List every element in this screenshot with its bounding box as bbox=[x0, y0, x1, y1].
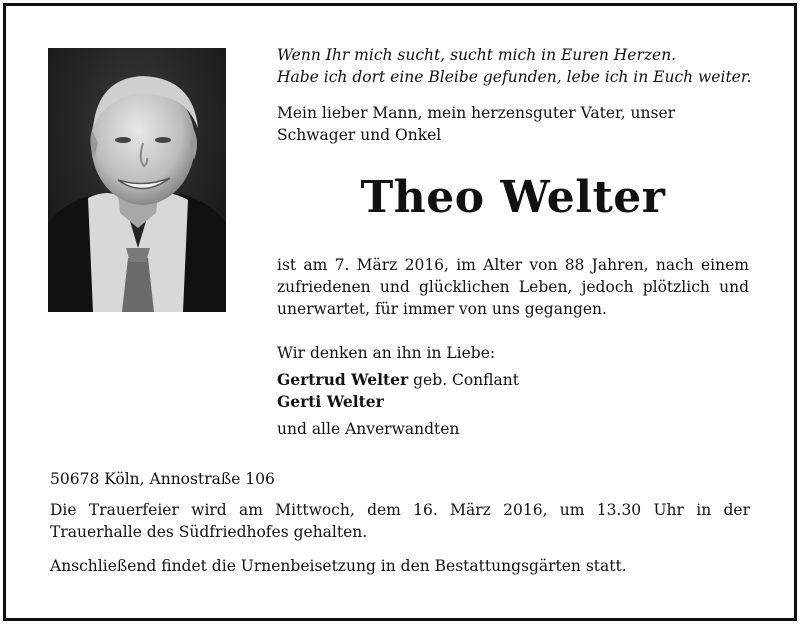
address-text: 50678 Köln, Annostraße 106 bbox=[50, 470, 275, 488]
portrait-illustration bbox=[48, 48, 226, 312]
remembrance-text: Wir denken an ihn in Liebe: bbox=[277, 344, 496, 362]
quote-line-2: Habe ich dort eine Bleibe gefunden, lebe ich in Euch weiter. bbox=[277, 68, 752, 86]
family-list bbox=[277, 369, 519, 413]
family-member bbox=[277, 369, 519, 391]
deceased-name: Theo Welter bbox=[360, 172, 666, 223]
passing-text: ist am 7. März 2016, im Alter von 88 Jahren, nach einem zufriedenen und glücklichen Leben, jedoch plötzlich und unerwartet, für immer von uns gegangen. bbox=[277, 256, 749, 318]
quote-line-1: Wenn Ihr mich sucht, sucht mich in Euren Herzen. bbox=[277, 46, 677, 64]
relatives-text: und alle Anverwandten bbox=[277, 420, 460, 438]
portrait-photo bbox=[48, 48, 226, 312]
family-member bbox=[277, 391, 519, 413]
family-member-name: Gerti Welter bbox=[277, 392, 384, 411]
family-member-name: Gertrud Welter bbox=[277, 370, 409, 389]
service-text: Die Trauerfeier wird am Mittwoch, dem 16. März 2016, um 13.30 Uhr in der Trauerhalle des Südfriedhofes gehalten. bbox=[50, 501, 750, 541]
family-member-suffix: geb. Conflant bbox=[408, 371, 519, 389]
burial-text: Anschließend findet die Urnenbeisetzung in den Bestattungsgärten statt. bbox=[50, 557, 627, 575]
intro-text: Mein lieber Mann, mein herzensguter Vater, unser Schwager und Onkel bbox=[277, 104, 676, 144]
memorial-quote bbox=[277, 44, 751, 88]
